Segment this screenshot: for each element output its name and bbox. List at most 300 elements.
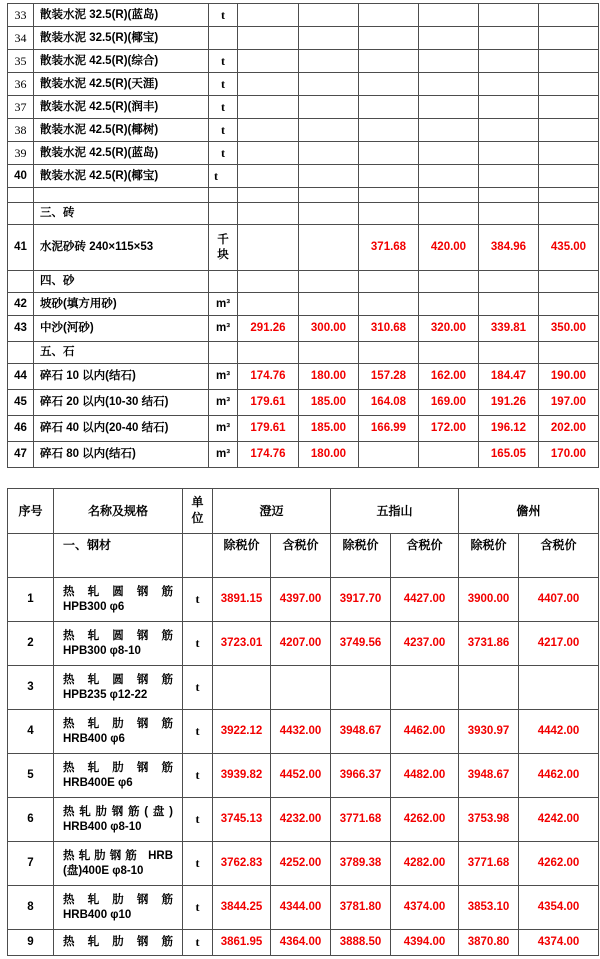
price-cell: 174.76 <box>238 442 299 468</box>
price-cell <box>539 73 599 96</box>
price-cell: 184.47 <box>479 364 539 390</box>
steel-row <box>8 710 599 754</box>
price-cell: 3853.10 <box>459 886 519 930</box>
price-cell <box>359 142 419 165</box>
unit-cell: t <box>209 165 238 188</box>
row-number-cell: 42 <box>8 293 34 316</box>
name-line-1: 热 轧 圆 钢 筋 <box>63 630 173 643</box>
price-cell: 3844.25 <box>213 886 271 930</box>
material-row <box>8 119 599 142</box>
section-label-cell: 三、砖 <box>34 203 209 225</box>
price-cell <box>539 4 599 27</box>
price-cell: 435.00 <box>539 225 599 271</box>
price-cell: 4432.00 <box>271 710 331 754</box>
price-cell: 4282.00 <box>391 842 459 886</box>
price-cell <box>359 4 419 27</box>
header-unit-label: 单位 <box>183 489 213 534</box>
price-cell: 180.00 <box>299 364 359 390</box>
price-cell: 300.00 <box>299 316 359 342</box>
price-cell <box>539 271 599 293</box>
price-cell <box>539 188 599 203</box>
unit-cell: t <box>209 142 238 165</box>
steel-header-row-cities <box>8 489 599 534</box>
price-cell: 3891.15 <box>213 578 271 622</box>
unit-cell: t <box>183 710 213 754</box>
price-cell <box>539 50 599 73</box>
price-cell: 310.68 <box>359 316 419 342</box>
price-cell: 4394.00 <box>391 930 459 956</box>
header-seq-label: 序号 <box>8 489 54 534</box>
name-line-1: 热轧肋钢筋(盘) <box>63 806 173 819</box>
section-row <box>8 271 599 293</box>
unit-cell <box>209 188 238 203</box>
name-line-1: 热轧肋钢筋 HRB <box>63 850 173 863</box>
row-number-cell <box>8 203 34 225</box>
price-cell <box>479 293 539 316</box>
name-line-1: 热 轧 圆 钢 筋 <box>63 674 173 687</box>
name-cell: 坡砂(填方用砂) <box>34 293 209 316</box>
price-cell <box>391 666 459 710</box>
name-cell: 碎石 40 以内(20-40 结石) <box>34 416 209 442</box>
price-cell: 172.00 <box>419 416 479 442</box>
header-city-danzhou: 儋州 <box>459 489 599 534</box>
price-cell: 320.00 <box>419 316 479 342</box>
row-number-cell: 47 <box>8 442 34 468</box>
price-cell <box>539 96 599 119</box>
row-number-cell <box>8 188 34 203</box>
price-cell: 4452.00 <box>271 754 331 798</box>
price-cell: 3939.82 <box>213 754 271 798</box>
row-number-cell: 8 <box>8 886 54 930</box>
material-row <box>8 50 599 73</box>
unit-cell: t <box>183 930 213 956</box>
price-cell <box>238 271 299 293</box>
header-name-label: 名称及规格 <box>54 489 183 534</box>
material-row <box>8 4 599 27</box>
price-cell <box>299 188 359 203</box>
name-cell: 散装水泥 42.5(R)(综合) <box>34 50 209 73</box>
row-number-cell: 9 <box>8 930 54 956</box>
unit-cell <box>209 342 238 364</box>
row-number-cell: 43 <box>8 316 34 342</box>
price-cell: 4427.00 <box>391 578 459 622</box>
price-cell <box>299 50 359 73</box>
price-cell <box>359 203 419 225</box>
name-cell: 水泥砂砖 240×115×53 <box>34 225 209 271</box>
unit-cell: t <box>209 96 238 119</box>
material-row <box>8 225 599 271</box>
price-cell: 185.00 <box>299 416 359 442</box>
price-cell <box>419 142 479 165</box>
price-cell <box>238 225 299 271</box>
name-line-2: HRB400 φ10 <box>63 908 132 921</box>
price-cell: 3870.80 <box>459 930 519 956</box>
header-empty-cell <box>183 534 213 578</box>
price-cell <box>539 293 599 316</box>
price-cell: 339.81 <box>479 316 539 342</box>
row-number-cell: 36 <box>8 73 34 96</box>
material-row <box>8 416 599 442</box>
name-cell: 散装水泥 42.5(R)(天涯) <box>34 73 209 96</box>
price-cell <box>359 27 419 50</box>
price-cell <box>479 188 539 203</box>
name-cell <box>54 710 183 754</box>
row-number-cell: 45 <box>8 390 34 416</box>
price-cell: 4252.00 <box>271 842 331 886</box>
row-number-cell: 35 <box>8 50 34 73</box>
price-cell <box>238 4 299 27</box>
header-city-wuzhishan: 五指山 <box>331 489 459 534</box>
row-number-cell: 5 <box>8 754 54 798</box>
price-cell <box>359 96 419 119</box>
price-cell: 4374.00 <box>519 930 599 956</box>
price-cell: 166.99 <box>359 416 419 442</box>
price-cell: 164.08 <box>359 390 419 416</box>
price-cell: 3771.68 <box>331 798 391 842</box>
price-cell: 4364.00 <box>271 930 331 956</box>
name-cell: 碎石 10 以内(结石) <box>34 364 209 390</box>
price-cell: 4207.00 <box>271 622 331 666</box>
material-row <box>8 293 599 316</box>
price-cell: 179.61 <box>238 390 299 416</box>
price-cell <box>359 342 419 364</box>
name-line-1: 热 轧 肋 钢 筋 <box>63 894 173 907</box>
steel-row <box>8 622 599 666</box>
steel-row <box>8 842 599 886</box>
section-label-steel: 一、钢材 <box>54 534 183 578</box>
price-cell: 4237.00 <box>391 622 459 666</box>
price-cell <box>479 203 539 225</box>
price-cell <box>299 119 359 142</box>
price-cell <box>299 96 359 119</box>
price-cell: 291.26 <box>238 316 299 342</box>
price-cell: 4344.00 <box>271 886 331 930</box>
price-cell: 3753.98 <box>459 798 519 842</box>
name-cell: 散装水泥 42.5(R)(椰宝) <box>34 165 209 188</box>
header-extax-3: 除税价 <box>459 534 519 578</box>
price-cell <box>238 27 299 50</box>
unit-cell: t <box>209 4 238 27</box>
row-number-cell: 44 <box>8 364 34 390</box>
price-cell: 174.76 <box>238 364 299 390</box>
price-cell <box>299 342 359 364</box>
price-cell: 196.12 <box>479 416 539 442</box>
unit-cell <box>209 271 238 293</box>
price-cell: 202.00 <box>539 416 599 442</box>
unit-cell: t <box>183 754 213 798</box>
unit-cell <box>209 203 238 225</box>
price-cell <box>299 293 359 316</box>
price-cell <box>359 50 419 73</box>
price-cell <box>459 666 519 710</box>
price-cell <box>238 203 299 225</box>
price-cell <box>359 165 419 188</box>
row-number-cell: 46 <box>8 416 34 442</box>
row-number-cell: 34 <box>8 27 34 50</box>
price-cell <box>359 188 419 203</box>
unit-cell: t <box>183 578 213 622</box>
price-cell <box>359 442 419 468</box>
price-cell <box>479 50 539 73</box>
price-cell: 3966.37 <box>331 754 391 798</box>
price-cell: 197.00 <box>539 390 599 416</box>
price-cell <box>299 225 359 271</box>
name-cell <box>54 886 183 930</box>
unit-cell: 千块 <box>209 225 238 271</box>
price-cell: 185.00 <box>299 390 359 416</box>
spacer-row <box>8 188 599 203</box>
unit-cell: t <box>183 886 213 930</box>
price-cell <box>238 119 299 142</box>
unit-cell: m³ <box>209 316 238 342</box>
header-extax-1: 除税价 <box>213 534 271 578</box>
unit-cell: t <box>209 119 238 142</box>
steel-table-body <box>8 578 599 956</box>
section-row <box>8 342 599 364</box>
price-cell <box>238 96 299 119</box>
name-cell <box>54 754 183 798</box>
price-cell <box>419 342 479 364</box>
price-cell <box>479 119 539 142</box>
price-cell <box>271 666 331 710</box>
price-cell <box>419 203 479 225</box>
row-number-cell: 37 <box>8 96 34 119</box>
price-cell: 180.00 <box>299 442 359 468</box>
price-cell <box>359 73 419 96</box>
material-row <box>8 73 599 96</box>
material-row <box>8 316 599 342</box>
name-line-1: 热 轧 肋 钢 筋 <box>63 936 173 949</box>
name-line-2: (盘)400E φ8-10 <box>63 864 144 877</box>
price-cell: 162.00 <box>419 364 479 390</box>
name-line-2: HPB235 φ12-22 <box>63 688 148 701</box>
steel-row <box>8 886 599 930</box>
name-cell <box>54 798 183 842</box>
name-cell: 中沙(河砂) <box>34 316 209 342</box>
price-cell: 4242.00 <box>519 798 599 842</box>
price-cell <box>479 96 539 119</box>
name-line-2: HPB300 φ8-10 <box>63 644 141 657</box>
steel-header-row-prices <box>8 534 599 578</box>
section-label-cell: 四、砂 <box>34 271 209 293</box>
material-row <box>8 442 599 468</box>
price-cell <box>479 4 539 27</box>
row-number-cell: 41 <box>8 225 34 271</box>
price-cell <box>419 4 479 27</box>
price-cell <box>299 27 359 50</box>
header-empty-cell <box>8 534 54 578</box>
unit-cell: m³ <box>209 390 238 416</box>
price-cell: 3745.13 <box>213 798 271 842</box>
unit-cell: m³ <box>209 442 238 468</box>
name-cell: 散装水泥 42.5(R)(润丰) <box>34 96 209 119</box>
price-cell <box>238 188 299 203</box>
price-cell: 190.00 <box>539 364 599 390</box>
price-cell: 165.05 <box>479 442 539 468</box>
row-number-cell: 40 <box>8 165 34 188</box>
materials-table-body <box>8 4 599 468</box>
price-cell <box>238 342 299 364</box>
section-row <box>8 203 599 225</box>
material-row <box>8 165 599 188</box>
unit-cell: t <box>209 50 238 73</box>
price-cell: 350.00 <box>539 316 599 342</box>
price-cell: 169.00 <box>419 390 479 416</box>
price-cell <box>519 666 599 710</box>
steel-row <box>8 578 599 622</box>
price-cell <box>299 73 359 96</box>
unit-cell: t <box>183 798 213 842</box>
price-cell <box>539 27 599 50</box>
price-cell <box>238 165 299 188</box>
price-cell: 3789.38 <box>331 842 391 886</box>
price-cell: 3930.97 <box>459 710 519 754</box>
price-cell <box>213 666 271 710</box>
price-cell: 420.00 <box>419 225 479 271</box>
steel-row <box>8 666 599 710</box>
material-row <box>8 142 599 165</box>
name-cell: 散装水泥 42.5(R)(椰树) <box>34 119 209 142</box>
price-cell <box>419 188 479 203</box>
header-inctax-1: 含税价 <box>271 534 331 578</box>
header-inctax-2: 含税价 <box>391 534 459 578</box>
price-cell: 3948.67 <box>459 754 519 798</box>
name-cell <box>54 666 183 710</box>
price-cell: 4482.00 <box>391 754 459 798</box>
price-cell: 4354.00 <box>519 886 599 930</box>
price-cell: 371.68 <box>359 225 419 271</box>
price-cell: 4262.00 <box>519 842 599 886</box>
name-line-2: HRB400 φ8-10 <box>63 820 142 833</box>
row-number-cell: 3 <box>8 666 54 710</box>
steel-row <box>8 754 599 798</box>
price-cell: 3731.86 <box>459 622 519 666</box>
price-cell <box>539 142 599 165</box>
material-row <box>8 390 599 416</box>
price-cell <box>299 271 359 293</box>
price-cell <box>539 165 599 188</box>
name-line-2: HRB400E φ6 <box>63 776 133 789</box>
price-cell: 3861.95 <box>213 930 271 956</box>
price-cell: 179.61 <box>238 416 299 442</box>
price-cell: 170.00 <box>539 442 599 468</box>
price-cell: 3762.83 <box>213 842 271 886</box>
row-number-cell <box>8 271 34 293</box>
price-cell <box>299 142 359 165</box>
name-cell: 散装水泥 32.5(R)(蓝岛) <box>34 4 209 27</box>
price-cell <box>419 96 479 119</box>
unit-cell: m³ <box>209 293 238 316</box>
price-cell: 4262.00 <box>391 798 459 842</box>
price-cell: 3948.67 <box>331 710 391 754</box>
price-cell <box>479 271 539 293</box>
name-cell: 碎石 20 以内(10-30 结石) <box>34 390 209 416</box>
material-row <box>8 364 599 390</box>
price-cell: 3922.12 <box>213 710 271 754</box>
name-cell <box>54 930 183 956</box>
price-cell <box>419 293 479 316</box>
price-cell: 3917.70 <box>331 578 391 622</box>
price-cell <box>299 203 359 225</box>
price-cell: 4217.00 <box>519 622 599 666</box>
row-number-cell: 1 <box>8 578 54 622</box>
price-cell <box>479 342 539 364</box>
price-cell: 4374.00 <box>391 886 459 930</box>
steel-row <box>8 930 599 956</box>
price-cell <box>359 271 419 293</box>
price-cell <box>238 73 299 96</box>
row-number-cell <box>8 342 34 364</box>
price-cell <box>359 293 419 316</box>
price-cell <box>419 442 479 468</box>
price-cell <box>238 293 299 316</box>
price-cell: 384.96 <box>479 225 539 271</box>
name-cell: 散装水泥 42.5(R)(蓝岛) <box>34 142 209 165</box>
name-cell <box>54 622 183 666</box>
price-cell <box>299 4 359 27</box>
price-cell <box>238 50 299 73</box>
name-cell <box>54 842 183 886</box>
price-cell: 4407.00 <box>519 578 599 622</box>
price-cell <box>419 119 479 142</box>
name-line-2: HRB400 φ6 <box>63 732 125 745</box>
price-cell: 4442.00 <box>519 710 599 754</box>
price-cell <box>238 142 299 165</box>
price-cell: 3771.68 <box>459 842 519 886</box>
name-line-1: 热 轧 肋 钢 筋 <box>63 762 173 775</box>
row-number-cell: 4 <box>8 710 54 754</box>
unit-cell: t <box>209 73 238 96</box>
name-line-1: 热 轧 圆 钢 筋 <box>63 586 173 599</box>
price-cell <box>419 27 479 50</box>
material-row <box>8 96 599 119</box>
price-cell <box>419 73 479 96</box>
steel-price-table <box>7 488 599 956</box>
price-cell <box>479 142 539 165</box>
name-cell: 散装水泥 32.5(R)(椰宝) <box>34 27 209 50</box>
name-line-2: HPB300 φ6 <box>63 600 125 613</box>
price-cell <box>419 165 479 188</box>
price-cell: 4462.00 <box>391 710 459 754</box>
price-cell <box>299 165 359 188</box>
price-cell: 4462.00 <box>519 754 599 798</box>
name-cell: 碎石 80 以内(结石) <box>34 442 209 468</box>
price-cell: 4397.00 <box>271 578 331 622</box>
unit-cell: t <box>183 622 213 666</box>
price-cell <box>479 165 539 188</box>
row-number-cell: 33 <box>8 4 34 27</box>
materials-price-table <box>7 3 599 468</box>
price-cell: 4232.00 <box>271 798 331 842</box>
price-cell <box>539 342 599 364</box>
price-cell <box>539 203 599 225</box>
material-row <box>8 27 599 50</box>
price-cell: 3749.56 <box>331 622 391 666</box>
price-cell <box>359 119 419 142</box>
price-cell <box>539 119 599 142</box>
price-cell <box>331 666 391 710</box>
name-cell <box>34 188 209 203</box>
price-cell <box>419 50 479 73</box>
unit-cell: t <box>183 842 213 886</box>
name-cell <box>54 578 183 622</box>
unit-cell: m³ <box>209 416 238 442</box>
steel-row <box>8 798 599 842</box>
header-inctax-3: 含税价 <box>519 534 599 578</box>
price-cell: 3723.01 <box>213 622 271 666</box>
section-label-cell: 五、石 <box>34 342 209 364</box>
row-number-cell: 6 <box>8 798 54 842</box>
